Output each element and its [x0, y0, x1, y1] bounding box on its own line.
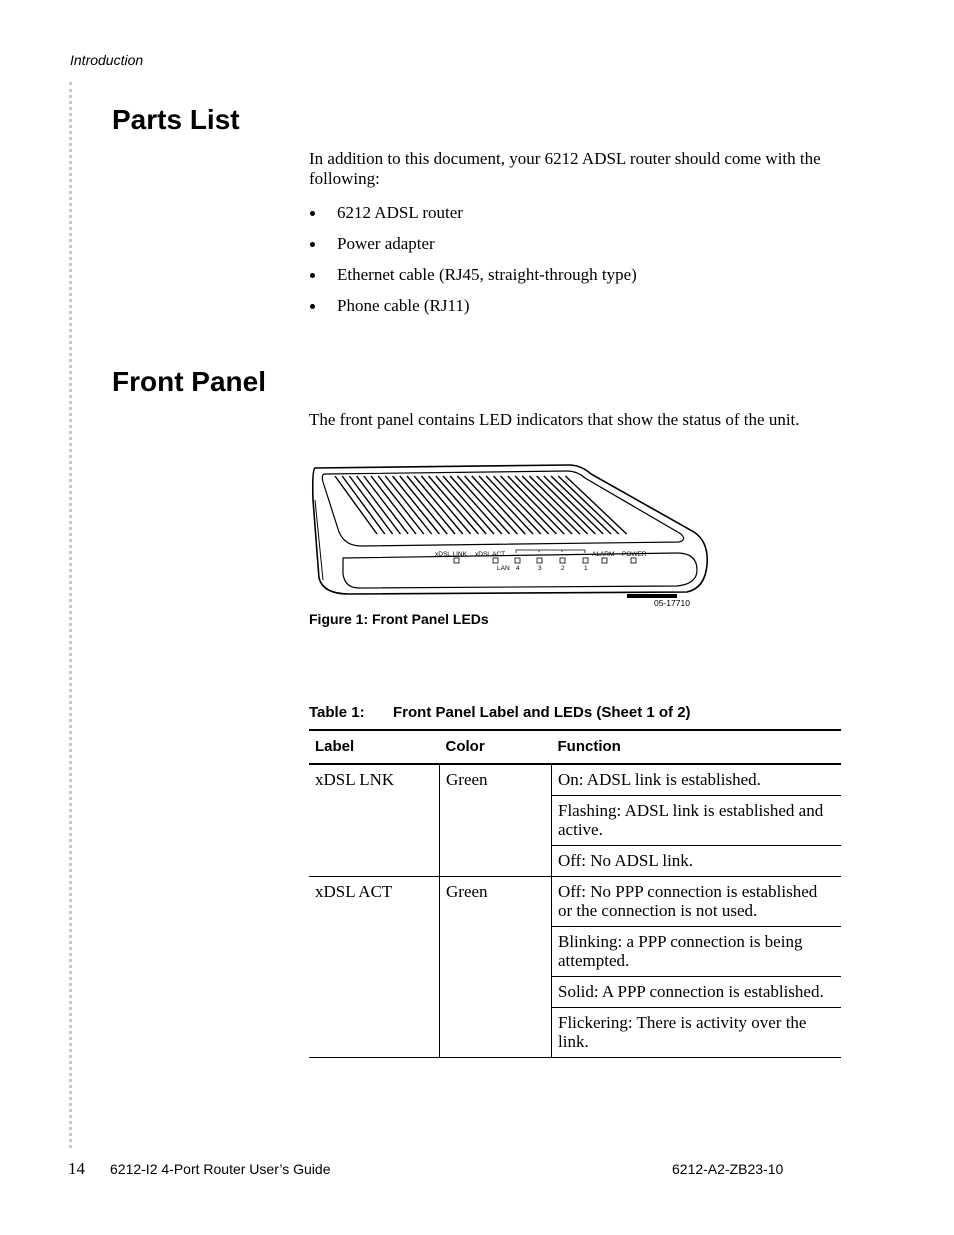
cell-color: Green — [440, 764, 552, 877]
page-number: 14 — [68, 1159, 85, 1178]
led-alarm — [602, 558, 607, 563]
parts-list-intro: In addition to this document, your 6212 ADSL router should come with the following: — [309, 149, 821, 188]
list-item: Phone cable (RJ11) — [309, 296, 637, 327]
cell-function: On: ADSL link is established. — [552, 764, 842, 796]
table-number: Table 1: — [309, 704, 365, 721]
parts-list — [309, 203, 637, 327]
led-label-xdsl-act: xDSL ACT — [475, 551, 506, 558]
led-label-xdsl-link: xDSL LINK — [435, 551, 467, 558]
table-title — [309, 704, 691, 721]
cell-function: Solid: A PPP connection is established. — [552, 977, 842, 1008]
cell-label: xDSL ACT — [309, 877, 440, 1058]
bullet-icon — [310, 273, 315, 278]
bullet-icon — [310, 304, 315, 309]
footer-doc-number: 6212-A2-ZB23-10 — [672, 1161, 784, 1177]
led-xdsl-link — [454, 558, 459, 563]
bullet-icon — [310, 242, 315, 247]
bullet-icon — [310, 211, 315, 216]
parts-list-heading: Parts List — [112, 104, 240, 135]
cell-function: Flashing: ADSL link is established and active. — [552, 796, 842, 846]
table-title-text: Front Panel Label and LEDs (Sheet 1 of 2) — [393, 704, 691, 721]
cell-function: Blinking: a PPP connection is being attempted. — [552, 927, 842, 977]
led-lan-3 — [537, 558, 542, 563]
table-header-row — [309, 730, 841, 764]
column-header-label: Label — [309, 730, 440, 764]
cell-function: Flickering: There is activity over the link. — [552, 1008, 842, 1058]
led-lan-4 — [515, 558, 520, 563]
list-item: Power adapter — [309, 234, 637, 265]
figure-code: 05-17710 — [654, 598, 690, 608]
led-label-power: POWER — [622, 551, 647, 558]
cell-label: xDSL LNK — [309, 764, 440, 877]
led-label-port-3: 3 — [538, 565, 542, 572]
running-header: Introduction — [70, 52, 144, 68]
led-label-port-4: 4 — [516, 565, 520, 572]
led-table — [309, 729, 841, 1058]
router-figure — [309, 460, 719, 615]
router-illustration — [309, 460, 719, 610]
column-header-color: Color — [440, 730, 552, 764]
cell-function: Off: No ADSL link. — [552, 846, 842, 877]
front-panel-heading: Front Panel — [112, 366, 267, 397]
cell-color: Green — [440, 877, 552, 1058]
led-lan-2 — [560, 558, 565, 563]
table-row — [309, 877, 841, 927]
led-lan-1 — [583, 558, 588, 563]
led-label-port-2: 2 — [561, 565, 565, 572]
footer-guide-title: 6212-I2 4-Port Router User’s Guide — [110, 1161, 331, 1177]
table-row — [309, 764, 841, 796]
margin-rule — [69, 82, 72, 1148]
led-label-alarm: ALARM — [592, 551, 615, 558]
led-power — [631, 558, 636, 563]
list-item: 6212 ADSL router — [309, 203, 637, 234]
front-panel-intro: The front panel contains LED indicators that show the status of the unit. — [309, 410, 800, 429]
list-item: Ethernet cable (RJ45, straight-through type) — [309, 265, 637, 296]
column-header-function: Function — [552, 730, 842, 764]
led-label-lan: LAN — [497, 565, 510, 572]
cell-function: Off: No PPP connection is established or the connection is not used. — [552, 877, 842, 927]
led-xdsl-act — [493, 558, 498, 563]
figure-caption: Figure 1: Front Panel LEDs — [309, 611, 489, 627]
led-label-port-1: 1 — [584, 565, 588, 572]
